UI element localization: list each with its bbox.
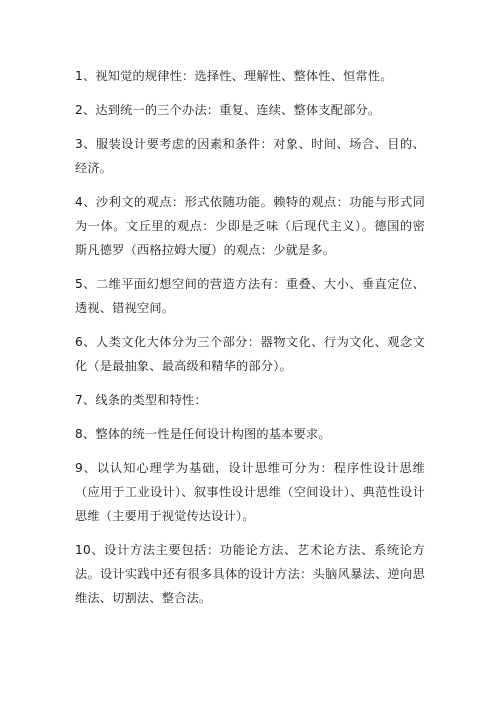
list-item-2: 2、达到统一的三个办法：重复、连续、整体支配部分。: [75, 103, 381, 117]
list-item-9: 9、以认知心理学为基础，设计思维可分为：程序性设计思维（应用于工业设计）、叙事性设计思维（空间设计）、典范性设计思维（主要用于视觉传达设计）。: [75, 461, 425, 523]
list-item-7: 7、线条的类型和特性：: [75, 393, 207, 407]
list-item-1: 1、视知觉的规律性：选择性、理解性、整体性、恒常性。: [75, 69, 393, 83]
list-item-8: 8、整体的统一性是任何设计构图的基本要求。: [75, 427, 331, 441]
list-item-4: 4、沙利文的观点：形式依随功能。赖特的观点：功能与形式同为一体。文丘里的观点：少即是乏味（后现代主义）。德国的密斯凡德罗（西格拉姆大厦）的观点：少就是多。: [75, 195, 425, 257]
list-item-6: 6、人类文化大体分为三个部分：器物文化、行为文化、观念文化（是最抽象、最高级和精华的部分）。: [75, 335, 425, 373]
document-body: [75, 64, 425, 620]
list-item-10: 10、设计方法主要包括：功能论方法、艺术论方法、系统论方法。设计实践中还有很多具体的设计方法：头脑风暴法、逆向思维法、切割法、整合法。: [75, 543, 425, 605]
list-item-5: 5、二维平面幻想空间的营造方法有：重叠、大小、垂直定位、透视、错视空间。: [75, 277, 425, 315]
list-item-3: 3、服装设计要考虑的因素和条件：对象、时间、场合、目的、经济。: [75, 137, 425, 175]
